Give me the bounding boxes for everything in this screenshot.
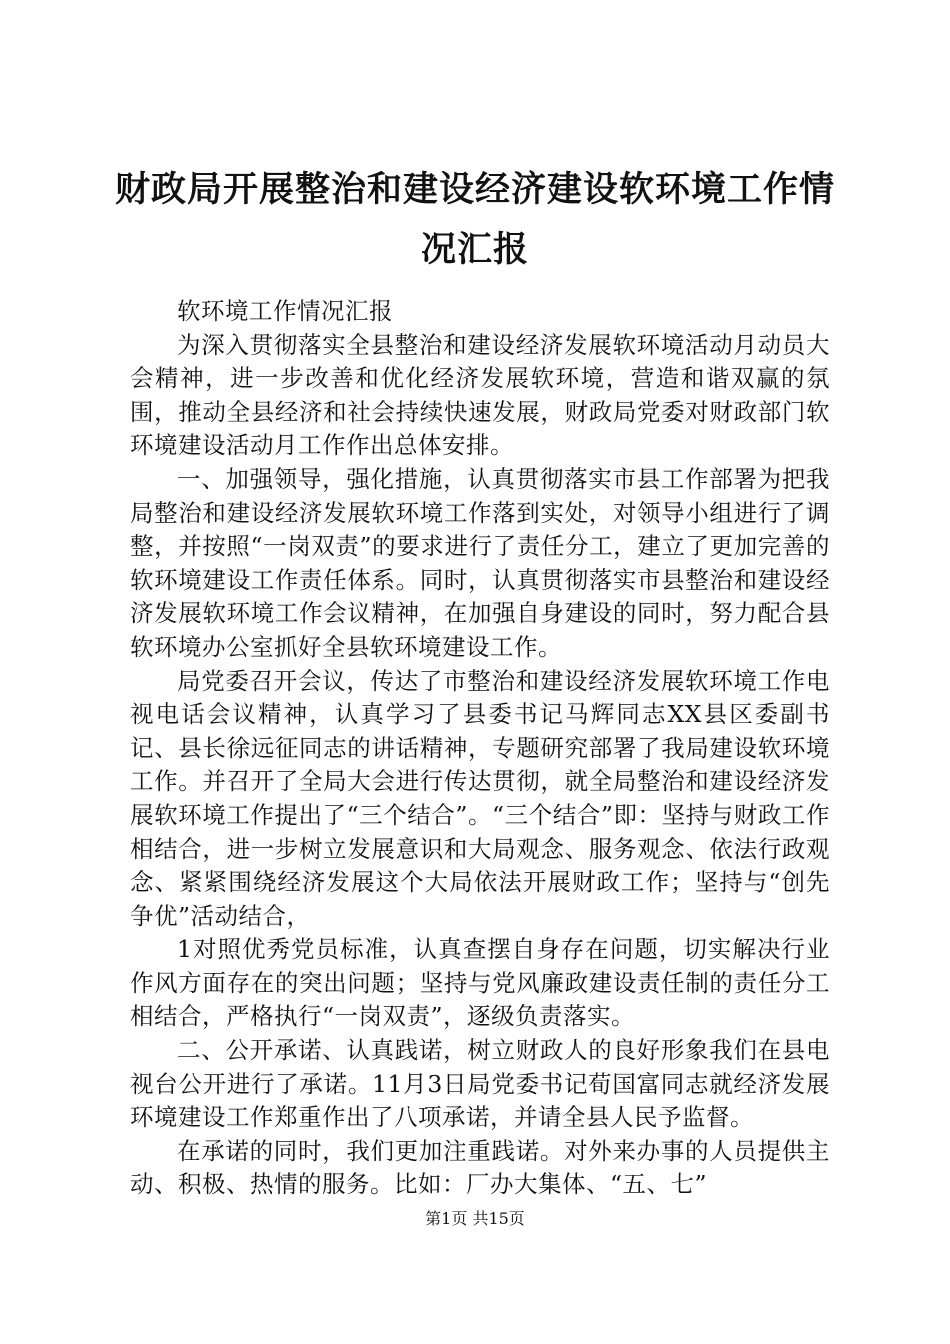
document-title: 财政局开展整治和建设经济建设软环境工作情况汇报	[114, 170, 835, 270]
document-body	[130, 295, 830, 1202]
paragraph: 为深入贯彻落实全县整治和建设经济发展软环境活动月动员大会精神，进一步改善和优化经济发展软环境，营造和谐双赢的氛围，推动全县经济和社会持续快速发展，财政局党委对财政部门软环境建设活动月工作作出总体安排。	[130, 330, 830, 460]
paragraph: 1对照优秀党员标准，认真查摆自身存在问题，切实解决行业作风方面存在的突出问题；坚持与党风廉政建设责任制的责任分工相结合，严格执行“一岗双责”，逐级负责落实。	[130, 935, 830, 1031]
paragraph: 二、公开承诺、认真践诺，树立财政人的良好形象我们在县电视台公开进行了承诺。11月3日局党委书记荀国富同志就经济发展环境建设工作郑重作出了八项承诺，并请全县人民予监督。	[130, 1036, 830, 1132]
paragraph: 局党委召开会议，传达了市整治和建设经济发展软环境工作电视电话会议精神，认真学习了县委书记马辉同志XX县区委副书记、县长徐远征同志的讲话精神，专题研究部署了我局建设软环境工作。并召开了全局大会进行传达贯彻，就全局整治和建设经济发展软环境工作提出了“三个结合”。“三个结合”即：坚持与财政工作相结合，进一步树立发展意识和大局观念、服务观念、依法行政观念、紧紧围绕经济发展这个大局依法开展财政工作；坚持与“创先争优”活动结合，	[130, 666, 830, 930]
page-number-footer: 第1页 共15页	[425, 1209, 525, 1228]
paragraph: 一、加强领导，强化措施，认真贯彻落实市县工作部署为把我局整治和建设经济发展软环境工作落到实处，对领导小组进行了调整，并按照“一岗双责”的要求进行了责任分工，建立了更加完善的软环境建设工作责任体系。同时，认真贯彻落实市县整治和建设经济发展软环境工作会议精神，在加强自身建设的同时，努力配合县软环境办公室抓好全县软环境建设工作。	[130, 464, 830, 661]
paragraph-subtitle: 软环境工作情况汇报	[177, 297, 393, 325]
paragraph: 在承诺的同时，我们更加注重践诺。对外来办事的人员提供主动、积极、热情的服务。比如：厂办大集体、“五、七”	[130, 1136, 830, 1199]
